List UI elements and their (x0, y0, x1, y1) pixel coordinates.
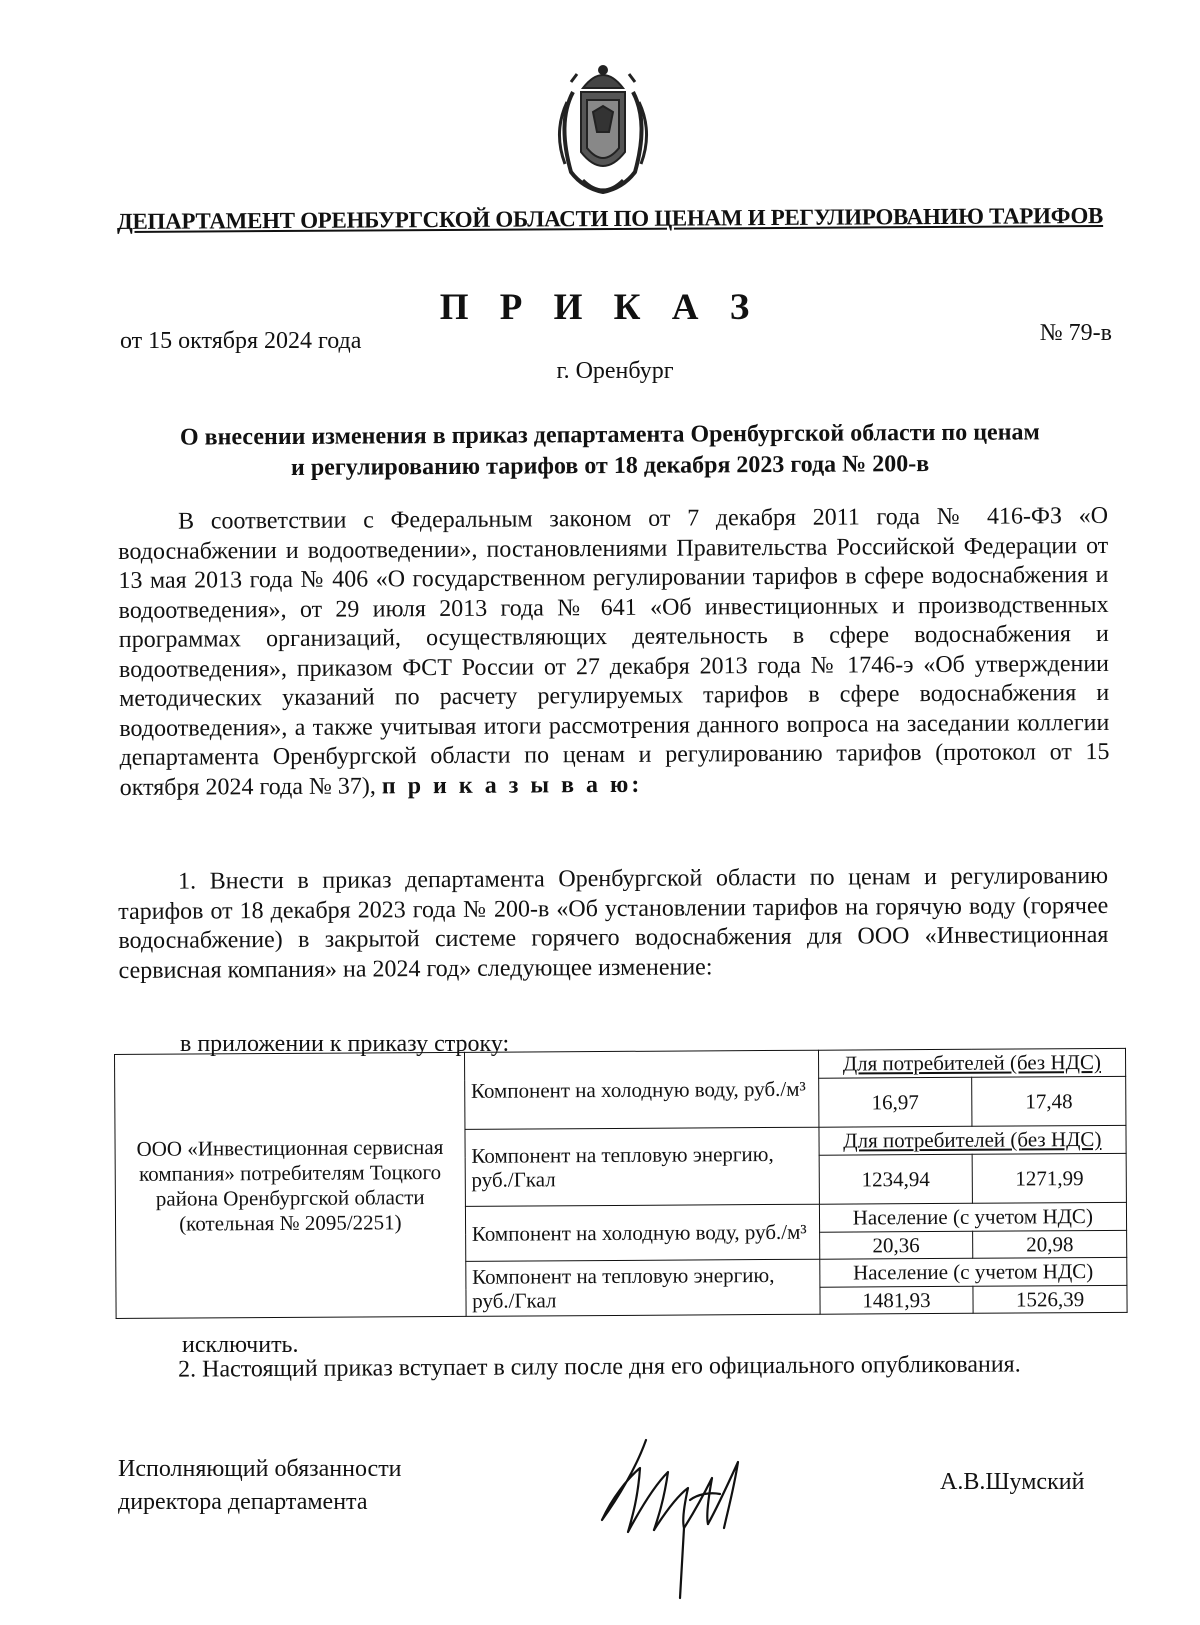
consumer-group-header: Население (с учетом НДС) (819, 1202, 1127, 1232)
order-subject (115, 417, 1105, 485)
order-date: от 15 октября 2024 года (120, 328, 362, 354)
consumer-group-header: Для потребителей (без НДС) (818, 1048, 1126, 1078)
tariff-value-2: 20,98 (973, 1230, 1127, 1258)
tariff-value-2: 1271,99 (972, 1153, 1126, 1203)
tariff-value-1: 1481,93 (820, 1286, 974, 1314)
signer-name: А.В.Шумский (940, 1469, 1085, 1495)
coat-of-arms-emblem (543, 52, 663, 202)
consumer-group-header: Для потребителей (без НДС) (819, 1125, 1127, 1155)
table-intro: в приложении к приказу строку: (180, 1031, 510, 1057)
organization-cell: ООО «Инвестиционная сервисная компания» потребителям Тоцкого района Оренбургской области (котельная № 2095/2251) (115, 1052, 466, 1318)
clause-2-paragraph: 2. Настоящий приказ вступает в силу после дня его официального опубликования. (178, 1351, 1021, 1383)
consumer-group-header: Население (с учетом НДС) (819, 1257, 1127, 1287)
exclude-word: исключить. (182, 1332, 299, 1358)
department-header: ДЕПАРТАМЕНТ ОРЕНБУРГСКОЙ ОБЛАСТИ ПО ЦЕНАМ И РЕГУЛИРОВАНИЮ ТАРИФОВ (116, 202, 1104, 235)
tariff-value-1: 1234,94 (819, 1154, 973, 1204)
subject-line-1: О внесении изменения в приказ департамента Оренбургской области по ценам (179, 419, 1040, 451)
tariff-value-2: 17,48 (972, 1076, 1126, 1126)
signer-role (118, 1453, 402, 1519)
clause-1-paragraph: 1. Внести в приказ департамента Оренбургской области по ценам и регулированию тарифов от 18 декабря 2023 года № 200-в «Об установлении тарифов на горячую воду (горячее водоснабжение) в закрытой системе горячего водоснабжения для ООО «Инвестиционная сервисная компания» на 2024 год» следующее изменение: (118, 862, 1109, 984)
signer-role-line-1: Исполняющий обязанности (118, 1456, 402, 1482)
component-cell: Компонент на холодную воду, руб./м³ (464, 1050, 818, 1129)
component-cell: Компонент на тепловую энергию, руб./Гкал (465, 1259, 819, 1316)
tariff-value-2: 1526,39 (973, 1285, 1127, 1313)
component-cell: Компонент на холодную воду, руб./м³ (465, 1204, 819, 1261)
order-command: п р и к а з ы в а ю: (381, 771, 643, 799)
signer-role-line-2: директора департамента (118, 1489, 368, 1515)
preamble-paragraph (118, 502, 1110, 803)
order-title: П Р И К А З (439, 287, 761, 328)
component-cell: Компонент на тепловую энергию, руб./Гкал (465, 1127, 819, 1206)
order-number: № 79-в (1039, 320, 1112, 346)
order-city: г. Оренбург (556, 358, 674, 384)
tariff-value-1: 20,36 (819, 1231, 973, 1259)
handwritten-signature (588, 1428, 768, 1618)
tariff-value-1: 16,97 (818, 1077, 972, 1127)
subject-line-2: и регулированию тарифов от 18 декабря 2023 года № 200-в (290, 451, 930, 481)
tariff-table (114, 1048, 1128, 1319)
preamble-text: В соответствии с Федеральным законом от 7 декабря 2011 года № 416-ФЗ «О водоснабжении и водоотведении», постановлениями Правительства Российской Федерации от 13 мая 2013 года № 406 «О государственном регулировании тарифов в сфере водоснабжения и водоотведения», от 29 июля 2013 года № 641 «Об инвестиционных и производственных программах организаций, осуществляющих деятельность в сфере водоснабжения и водоотведения», приказом ФСТ России от 27 декабря 2013 года № 1746-э «Об утверждении методических указаний по расчету регулируемых тарифов в сфере водоснабжения и водоотведения», а также учитывая итоги рассмотрения данного вопроса на заседании коллегии департамента Оренбургской области по ценам и регулированию тарифов (протокол от 15 октября 2024 года № 37), (118, 502, 1110, 801)
